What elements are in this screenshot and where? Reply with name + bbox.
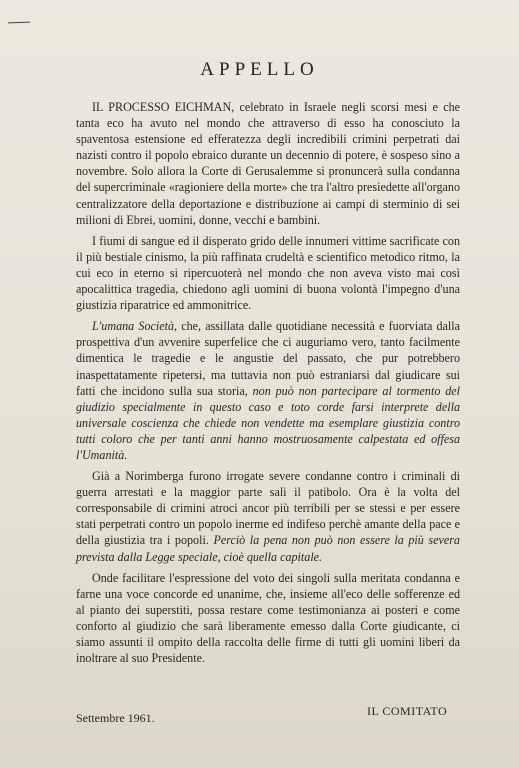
italic-run: Perciò la pena non può non essere la più severa prevista dalla Legge speciale, cioè quella capitale. (76, 533, 460, 564)
text-run: Già a Norimberga furono irrogate severe condanne contro i criminali di guerra arrestati e la maggior parte salì il patibolo. Ora è la volta del corresponsabile di crimini atroci ancor più terribili per se stessi e per essere stati perpetrati contro un popolo inerme ed indifeso perchè amante della pace e della giustizia tra i popoli. (76, 469, 460, 548)
paragraph-5 (76, 570, 460, 667)
pen-mark (8, 22, 30, 24)
paragraph-3 (76, 318, 460, 463)
appeal-body (76, 99, 460, 671)
text-run: Onde facilitare l'espressione del voto dei singoli sulla meritata condanna e farne una voce concorde ed unanime, che, insieme all'eco delle sofferenze ed al pianto dei superstiti, possa restare come testimonianza ai posteri e come conforto al giudizio che sarà liberamente emesso dalla Corte giudicante, ci siamo assunti il ompito della raccolta delle firme di tutti gli uomini liberi da inoltrare al suo Presidente. (76, 570, 460, 666)
paragraph-4 (76, 468, 460, 565)
signature: IL COMITATO (367, 704, 448, 718)
text-run: I fiumi di sangue ed il disperato grido delle innumeri vittime sacrificate con il più bestiale cinismo, la più raffinata crudeltà e scientifico metodico ritmo, la cui eco in eterno si ripercuoterà nel mondo che non aveva visto mai così apocalittica tragedia, chiedono agli uomini di buona volontà l'impegno d'una giustizia riparatrice ed ammonitrice. (76, 233, 460, 313)
text-run: , che, assillata dalle quotidiane necessità e fuorviata dalla prospettiva d'un avvenire superfelice che ci auguriamo vero, tanto facilmente dimentica le tragedie e le angustie del passato, che pur potrebbero inaspettatamente ripetersi, ma tuttavia non può estraniarsi dal giudicare sui fatti che incidono sulla sua storia, (76, 319, 460, 398)
italic-run: L'umana Società (92, 319, 175, 334)
italic-run: non può non partecipare al tormento del giudizio specialmente in questo caso e toto corde farsi interprete della universale coscienza che chiede non vendette ma esemplare giustizia contro tutti coloro che per tanti anni hanno mostruosamente calpestata ed offesa l'Umanità. (76, 383, 460, 462)
paragraph-2 (76, 233, 460, 313)
text-run: IL PROCESSO EICHMAN, celebrato in Israele negli scorsi mesi e che tanta eco ha avuto nel mondo che attraverso di esso ha conosciuto la spaventosa estensione ed efferatezza degli incredibili crimini perpetrati dai nazisti contro il popolo ebraico durante un decennio di potere, è sospeso sino a novembre. Solo allora la Corte di Gerusalemme si pronuncerà sulla condanna del supercriminale «ragioniere della morte» che tra l'altro presiedette all'organo centralizzatore della deportazione e distribuzione ai campi di sterminio di sei milioni di Ebrei, uomini, donne, vecchi e bambini. (76, 100, 460, 227)
paragraph-1 (76, 99, 460, 228)
date-line: Settembre 1961. (76, 711, 155, 725)
page-title: APPELLO (200, 58, 319, 80)
